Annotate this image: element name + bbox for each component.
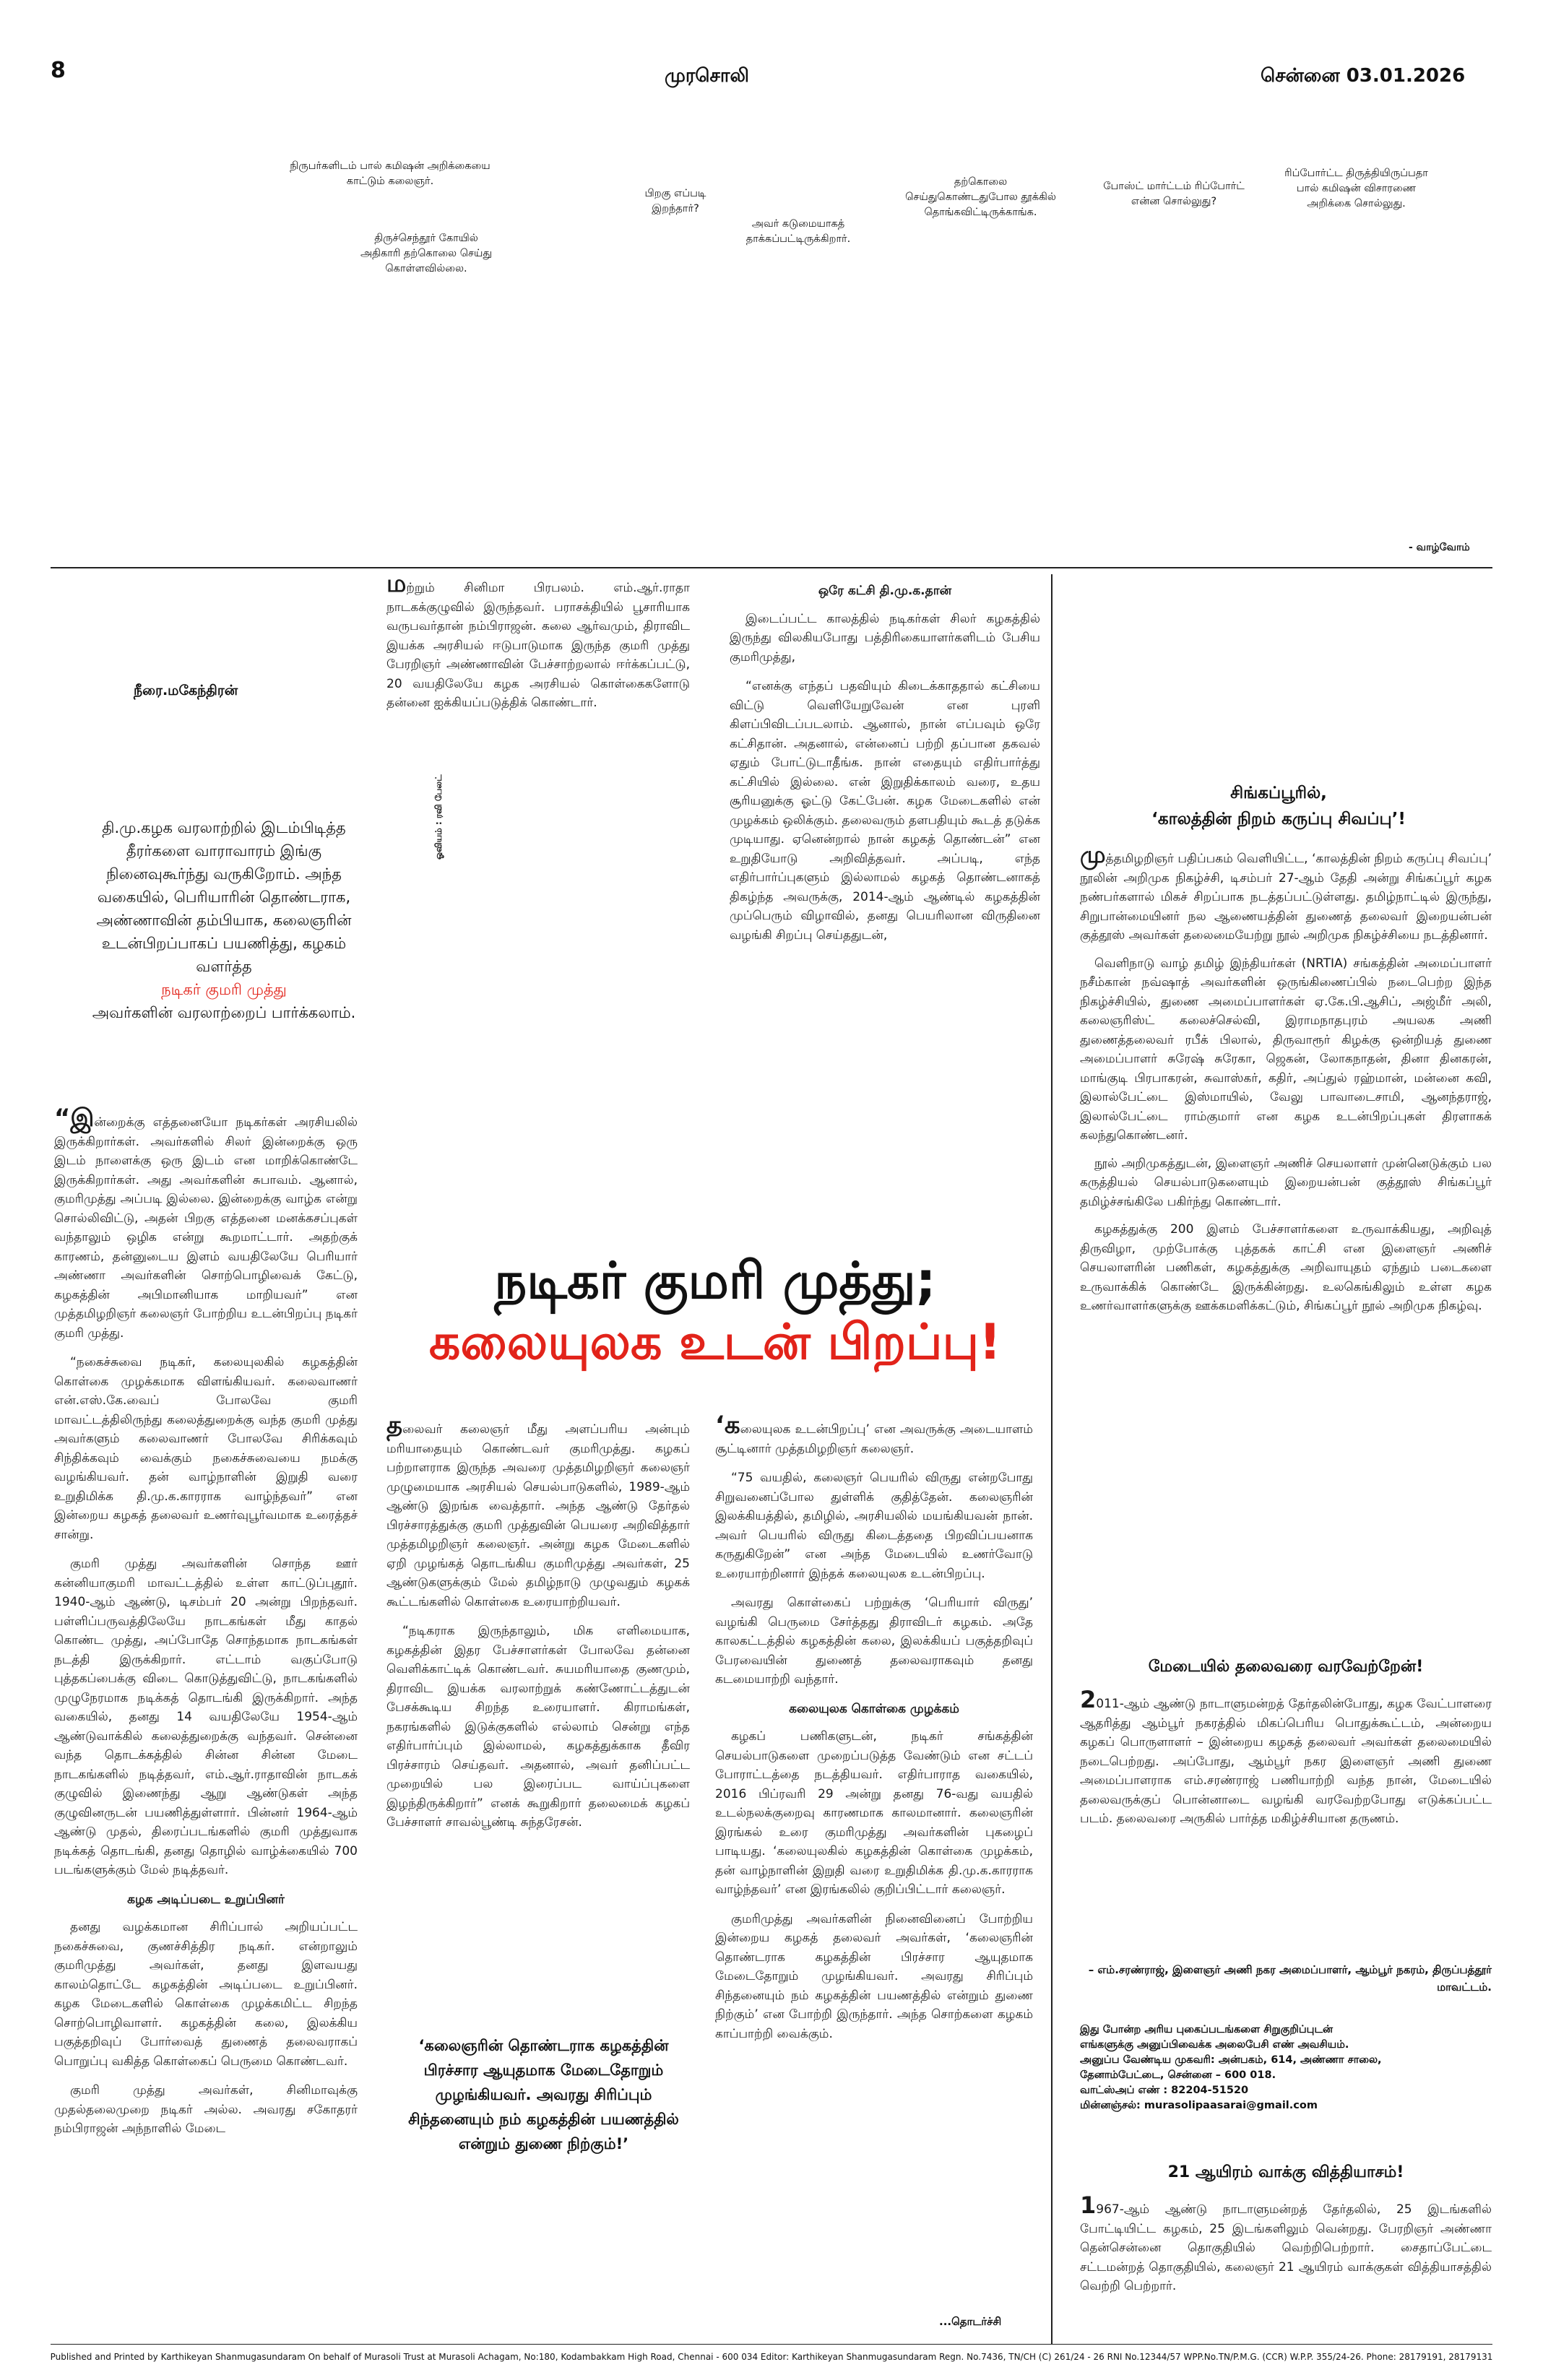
intro-text: தி.மு.கழக வரலாற்றில் இடம்பிடித்த தீரர்களை வாராவாரம் இங்கு நினைவுகூர்ந்து வருகிறோம். அந்த வகையில், பெரியாரின் தொண்டராக, அண்ணாவின் தம்பியாக, கலைஞரின் உடன்பிறப்பாகப் பயணித்து, கழகம் வளர்த்த: [96, 819, 352, 975]
right-column-divider: [1051, 574, 1053, 2344]
author-byline: நீரை.மகேந்திரன்: [134, 683, 238, 698]
paper-name: முரசொலி: [665, 65, 749, 87]
cartoon-bottom-rule: [51, 567, 1492, 568]
article-column-2-bottom: [386, 1411, 690, 1843]
dateline: சென்னை 03.01.2026: [1261, 65, 1466, 87]
page-number: 8: [51, 58, 66, 83]
cartoon-bubble-7: ரிப்போர்ட்ட திருத்தியிருப்பதா பால் கமிஷன் விசாரணை அறிக்கை சொல்லுது.: [1284, 168, 1428, 209]
welcome-signature: – எம்.சரண்ராஜ், இளைஞர் அணி நகர அமைப்பாளர், ஆம்பூர் நகரம், திருப்பத்தூர் மாவட்டம்.: [1088, 1963, 1492, 1994]
singapore-heading: [1069, 780, 1488, 832]
singapore-story: [1080, 841, 1492, 1325]
cartoon-bubble-6: போஸ்ட் மார்ட்டம் ரிப்போர்ட் என்ன சொல்லுது?: [1103, 181, 1245, 207]
photo-invite: [1080, 2022, 1383, 2113]
singapore-heading-line-2: ‘காலத்தின் நிறம் கருப்பு சிவப்பு’!: [1151, 810, 1406, 828]
paragraph: தலைவர் கலைஞர் மீது அளப்பரிய அன்பும் மரியாதையும் கொண்டவர் குமரிமுத்து. கழகப் பற்றாளராக இருந்த அவரை முத்தமிழறிஞர் கலைஞர் முழுமையாக அரசியல் செயல்பாடுகளில், 1989-ஆம் ஆண்டு இறங்க வைத்தார். அந்த ஆண்டு தேர்தல் பிரச்சாரத்துக்கு குமரி முத்துவின் பெயரை அறிவித்தார் முத்தமிழறிஞர் கலைஞர். அன்று கழக மேடைகளில் ஏறி முழங்கத் தொடங்கிய குமரிமுத்து அவர்கள், 25 ஆண்டுகளுக்கும் மேல் தமிழ்நாடு முழுவதும் கழகக் கூட்டங்களில் கொள்கை உரையாற்றியவர்.: [386, 1411, 690, 1609]
invite-line: இது போன்ற அரிய புகைப்படங்களை சிறுகுறிப்புடன் எங்களுக்கு அனுப்பிவைக்க அலைபேசி எண் அவசியம்.: [1080, 2024, 1349, 2051]
article-intro: [79, 816, 368, 1024]
pull-quote: ‘கலைஞரின் தொண்டராக கழகத்தின் பிரச்சார ஆயுதமாக மேடைதோறும் முழங்கியவர். அவரது சிரிப்பும் சிந்தனையும் நம் கழகத்தின் பயணத்தில் என்றும் துணை நிற்கும்!’: [408, 2037, 679, 2152]
welcome-story: [1080, 1686, 1492, 1838]
cartoon: [51, 101, 1492, 563]
cartoon-credit: - வாழ்வோம்: [1409, 542, 1470, 553]
invite-address: அனுப்ப வேண்டிய முகவரி: அன்பகம், 614, அண்ணா சாலை, தேனாம்பேட்டை, சென்னை – 600 018.: [1080, 2054, 1382, 2081]
paragraph: கழகத்துக்கு 200 இளம் பேச்சாளர்களை உருவாக்கியது, அறிவுத் திருவிழா, முற்போக்கு புத்தகக் காட்சி என இளைஞர் அணிச் செயலாளரின் பணிகள், கழகத்துக்கு அறிவாயுதம் ஏந்தும் படைகளை உருவாக்கிக் கொண்டே இருக்கின்றது. உலகெங்கிலும் உள்ள கழக உணர்வாளர்களுக்கு ஊக்கமளிக்கட்டும், சிங்கப்பூர் நூல் அறிமுக நிகழ்வு.: [1080, 1222, 1492, 1313]
paragraph: கழகப் பணிகளுடன், நடிகர் சங்கத்தின் செயல்பாடுகளை முறைப்படுத்த வேண்டும் என சட்டப் போராட்டத்தை நடத்தியவர். எதிர்பாராத வகையில், 2016 பிப்ரவரி 29 அன்று தனது 76-வது வயதில் உடல்நலக்குறைவு காரணமாக காலமானார். கலைஞரின் இரங்கல் உரை குமரிமுத்து அவர்களின் புகழைப் பாடியது. ‘கலையுலகில் கழகத்தின் கொள்கை முழக்கம், தன் வாழ்நாளின் இறுதி வரை உறுதிமிக்க தி.மு.க.காரராக வாழ்ந்தவர்’ என இரங்கலில் குறிப்பிட்டார் கலைஞர்.: [715, 1729, 1033, 1897]
invite-whatsapp: வாட்ஸ்அப் எண் : 82204-51520: [1080, 2085, 1249, 2096]
paragraph: வெளிநாடு வாழ் தமிழ் இந்தியர்கள் (NRTIA) சங்கத்தின் அமைப்பாளர் நசீம்கான் நவ்ஷாத் அவர்களின் ஒருங்கிணைப்பில் நடைபெற்ற இந்த நிகழ்ச்சியில், துணை அமைப்பாளர்கள் ஏ.கே.பி.ஆசிப், அஜ்மீர் அலி, கலைஞரிஸ்ட் கலைச்செல்வி, இராமநாதபுரம் அயலக அணி துணைத்தலைவர் ரபீக் பிலால், திருவாரூர் கிழக்கு ஒன்றியத் துணை அமைப்பாளர் சுரேஷ் சுரேகா, ஜெகன், லோகநாதன், தினா தினகரன், மாங்குடி பிரபாகரன், சுவாஸ்கர், கதிர், அப்துல் ரஹ்மான், மன்னை கவி, இலால்பேட்டை இஸ்மாயில், வேலு பாவாடைசாமி, ஆனந்தராஜ், இலால்பேட்டை ராம்குமார் என கழக உடன்பிறப்புகள் திரளாகக் கலந்துகொண்டனர்.: [1080, 956, 1492, 1143]
paragraph: ‘கலையுலக உடன்பிறப்பு’ என அவருக்கு அடையாளம் சூட்டினார் முத்தமிழறிஞர் கலைஞர்.: [715, 1411, 1033, 1456]
paragraph: அவரது கொள்கைப் பற்றுக்கு ‘பெரியார் விருது’ வழங்கி பெருமை சேர்த்தது திராவிடர் கழகம். அதே காலகட்டத்தில் கழகத்தின் கலை, இலக்கியப் பகுத்தறிவுப் பேரவையின் துணைத் தலைவராகவும் தனது கடமையாற்றி வந்தார்.: [715, 1596, 1033, 1687]
cartoon-bubble-5: தற்கொலை செய்துகொண்டதுபோல தூக்கில் தொங்கவிட்டிருக்காங்க.: [905, 176, 1056, 218]
article-column-2-top: [386, 569, 690, 723]
paragraph: 1967-ஆம் ஆண்டு நாடாளுமன்றத் தேர்தலில், 25 இடங்களில் போட்டியிட்ட கழகம், 25 இடங்களிலும் வென்றது. பேரறிஞர் அண்ணா தென்சென்னை தொகுதியில் வெற்றிபெற்றார். சைதாப்பேட்டை சட்டமன்றத் தொகுதியில், கலைஞர் 21 ஆயிரம் வாக்குகள் வித்தியாசத்தில் வெற்றி பெற்றார்.: [1080, 2191, 1492, 2293]
paragraph: நூல் அறிமுகத்துடன், இளைஞர் அணிச் செயலாளர் முன்னெடுக்கும் பல கருத்தியல் செயல்பாடுகளையும் இறையன்பன் குத்தூஸ் சிங்கப்பூர் தமிழ்ச்சங்கிலே பகிர்ந்து கொண்டார்.: [1080, 1156, 1492, 1209]
cartoon-bubble-4: அவர் கடுமையாகத் தாக்கப்பட்டிருக்கிறார்.: [745, 218, 851, 245]
column-subhead: கழக அடிப்படை உறுப்பினர்: [127, 1892, 285, 1907]
paragraph: குமரிமுத்து அவர்களின் நினைவினைப் போற்றிய இன்றைய கழகத் தலைவர் அவர்கள், ‘கலைஞரின் தொண்டராக கழகத்தின் பிரச்சார ஆயுதமாக மேடைதோறும் முழங்கியவர். அவரது சிரிப்பும் சிந்தனையும் நம் கழகத்தின் பயணத்தில் என்றும் துணை நிற்கும்’ என போற்றி இருந்தார். அந்த சொற்களை கழகம் காப்பாற்றி வைக்கும்.: [715, 1911, 1033, 2041]
intro-highlight: நடிகர் குமரி முத்து: [161, 981, 287, 998]
paragraph: “நகைச்சுவை நடிகர், கலையுலகில் கழகத்தின் கொள்கை முழக்கமாக விளங்கியவர். கலைவாணர் என்.எஸ்.கே.வைப் போலவே குமரி மாவட்டத்திலிருந்து கலைத்துறைக்கு வந்த குமரி முத்து அவர்களும் கலைவாணர் போலவே சிரிக்கவும் சிந்திக்கவும் வைக்கும் நகைச்சுவையை நமக்கு வழங்கியவர். தன் வாழ்நாளின் இறுதி வரை உறுதிமிக்க தி.மு.க.காரராக வாழ்ந்தவர்” என இன்றைய கழகத் தலைவர் உணர்வுபூர்வமாக உரைத்தச் சான்று.: [54, 1355, 358, 1542]
paragraph: “75 வயதில், கலைஞர் பெயரில் விருது என்றபோது சிறுவனைப்போல துள்ளிக் குதித்தேன். கலைஞரின் இலக்கியத்தில், தமிழில், அரசியலில் மயங்கியவன் நான். அவர் பெயரில் விருது கிடைத்ததை பிறவிப்பயனாக கருதுகிறேன்” என அந்த மேடையில் உணர்வோடு உரையாற்றினார் இந்தக் கலையுலக உடன்பிறப்பு.: [715, 1471, 1033, 1581]
paragraph: “நடிகராக இருந்தாலும், மிக எளிமையாக, கழகத்தின் இதர பேச்சாளர்கள் போலவே தன்னை வெளிக்காட்டிக் கொண்டவர். சுயமரியாதை குணமும், திராவிட இயக்க வரலாற்றுக் கண்ணோட்டத்துடன் பேசக்கூடிய சிறந்த உரையாளர். கிராமங்கள், நகரங்களில் இடுக்குகளில் எல்லாம் சென்று எந்த எதிர்பார்ப்பும் இல்லாமல், கழகத்துக்காக தீவிர பிரச்சாரம் செய்தவர். அதனால், அவர் தனிப்பட்ட முறையில் பல இரைப்பட வாய்ப்புகளை இழந்திருக்கிறார்” எனக் கூறுகிறார் தலைமைக் கழகப் பேச்சாளர் சாவல்பூண்டி சுந்தரேசன்.: [386, 1624, 690, 1830]
paragraph: “எனக்கு எந்தப் பதவியும் கிடைக்காததால் கட்சியை விட்டு வெளியேறுவேன் என புரளி கிளப்பிவிடப்படலாம். ஆனால், நான் எப்பவும் ஒரே கட்சிதான். அதனால், என்னைப் பற்றி தப்பான தகவல் ஏதும் போட்டுடாதீங்க. நான் எதையும் எதிர்பார்த்து கட்சியில் இல்லை. என் இறுதிக்காலம் வரை, உதய சூரியனுக்கு ஓட்டு கேட்பேன். கழக மேடைகளில் என் முழக்கம் ஒலிக்கும். தலைவரும் தளபதியும் கூடத் தடுக்க முடியாது. ஏனென்றால் நான் கழகத் தொண்டன்” என உறுதியோடு அறிவித்தவர். அப்படி, எந்த எதிர்பார்ப்புகளும் இல்லாமல் கழகத் தொண்டனாகத் திகழ்ந்த அவருக்கு, 2014-ஆம் ஆண்டில் கழகத்தின் முப்பெரும் விழாவில், தனது பெயரிலான விருதினை வழங்கி சிறப்பு செய்ததுடன்,: [730, 679, 1040, 943]
photo-credit: ஓவியம் : ரவி பேலட்: [433, 774, 444, 860]
singapore-heading-line-1: சிங்கப்பூரில்,: [1230, 784, 1327, 802]
article-column-1: [54, 1104, 358, 2149]
continued-label: ...தொடர்ச்சி: [939, 2315, 1002, 2328]
votes-heading: 21 ஆயிரம் வாக்கு வித்தியாசம்!: [1167, 2163, 1404, 2181]
article-column-3-bottom: [715, 1411, 1033, 2054]
headline-line-2: கலையுலக உடன் பிறப்பு!: [428, 1314, 1002, 1371]
imprint-rule: [51, 2344, 1492, 2345]
column-subhead: ஒரே கட்சி தி.மு.க.தான்: [818, 584, 952, 598]
article-column-3-top: [730, 581, 1040, 955]
paragraph: முத்தமிழறிஞர் பதிப்பகம் வெளியிட்ட, ‘காலத்தின் நிறம் கருப்பு சிவப்பு’ நூலின் அறிமுக நிகழ்ச்சி, டிசம்பர் 27-ஆம் தேதி அன்று சிங்கப்பூர் கழக நண்பர்களால் மிகச் சிறப்பாக நடத்தப்பட்டுள்ளது. தமிழ்நாட்டில் இருந்து, சிறுபான்மையினர் நல ஆணையத்தின் துணைத் தலைவர் இறையன்பன் குத்தூஸ் அவர்கள் தலைமையேற்று நூல் அறிமுக நிகழ்ச்சியை நடத்தினார்.: [1080, 841, 1492, 943]
votes-story: [1080, 2191, 1492, 2305]
paragraph: தனது வழக்கமான சிரிப்பால் அறியப்பட்ட நகைச்சுவை, குணச்சித்திர நடிகர். என்றாலும் குமரிமுத்து அவர்கள், தனது இளவயது காலம்தொட்டே கழகத்தின் அடிப்படை உறுப்பினர். கழக மேடைகளில் கொள்கை முழக்கமிட்ட சிறந்த சொற்பொழிவாளர். கழகத்தின் கலை, இலக்கிய பகுத்தறிவுப் போர்வைத் துணைத் தலைவராகப் பொறுப்பு வகித்த கொள்கைப் பெருமை கொண்டவர்.: [54, 1920, 358, 2069]
imprint-line: Published and Printed by Karthikeyan Shanmugasundaram On behalf of Murasoli Trust at Murasoli Achagam, No:180, Kodambakkam High Road, Chennai - 600 034 Editor: Karthikeyan Shanmugasundaram Regn. No.7436, TN/CH (C) 261/24 - 26 RNI No.12344/57 WPP.No.TN/P.M.G. (CCR) W.P.P. 355/24-26. Phone: 28179191, 28179131: [50, 2352, 1493, 2362]
welcome-heading: மேடையில் தலைவரை வரவேற்றேன்!: [1148, 1658, 1424, 1676]
column-subhead: கலையுலக கொள்கை முழக்கம்: [789, 1701, 959, 1716]
headline-line-1: நடிகர் குமரி முத்து;: [494, 1251, 936, 1310]
paragraph: “இன்றைக்கு எத்தனையோ நடிகர்கள் அரசியலில் இருக்கிறார்கள். அவர்களில் சிலர் இன்றைக்கு ஒரு இடம் நாளைக்கு ஒரு இடம் என மாறிக்கொண்டே இருக்கிறார்கள். அது அவர்களின் சுபாவம். ஆனால், குமரிமுத்து அப்படி இல்லை. இன்றைக்கு வாழ்க என்று சொல்லிவிட்டு, அதன் பிறகு எத்தனை மனக்கசப்புகள் வந்தாலும் ஒழிக என்று கூறமாட்டார். அதற்குக் காரணம், தன்னுடைய இளம் வயதிலேயே பெரியார் அண்ணா அவர்களின் சொற்பொழிவைக் கேட்டு, கழகத்தின் அபிமானியாக மாறியவர்” என முத்தமிழறிஞர் கலைஞர் போற்றிய உடன்பிறப்பு நடிகர் குமரி முத்து.: [54, 1104, 358, 1341]
paragraph: மற்றும் சினிமா பிரபலம். எம்.ஆர்.ராதா நாடகக்குழுவில் இருந்தவர். பராசக்தியில் பூசாரியாக வருபவர்தான் நம்பிராஜன். கலை ஆர்வமும், திராவிட இயக்க அரசியல் ஈடுபாடுமாக இருந்த குமரி முத்து பேரறிஞர் அண்ணாவின் பேச்சாற்றலால் ஈர்க்கப்பட்டு, 20 வயதிலேயே கழக அரசியல் கொள்கைகளோடு தன்னை ஐக்கியப்படுத்திக் கொண்டார்.: [386, 569, 690, 710]
cartoon-bubble-2: திருச்செந்தூர் கோயில் அதிகாரி தற்கொலை செய்து கொள்ளவில்லை.: [360, 233, 493, 274]
paragraph: குமரி முத்து அவர்களின் சொந்த ஊர் கன்னியாகுமரி மாவட்டத்தில் உள்ள காட்டுப்புதூர். 1940-ஆம் ஆண்டு, டிசம்பர் 20 அன்று பிறந்தவர். பள்ளிப்பருவத்திலேயே நாடகங்கள் மீது காதல் கொண்ட முத்து, அப்போதே சொந்தமாக நாடகங்கள் நடத்தி இருக்கிறார். எட்டாம் வகுப்போடு புத்தகப்பைக்கு விடை கொடுத்துவிட்டு, நாடகங்களில் முழுநேரமாக நடிக்கத் தொடங்கி இருக்கிறார். அந்த வகையில், தனது 14 வயதிலேயே 1954-ஆம் ஆண்டுவாக்கில் கலைத்துறைக்கு வந்தவர். சென்னை வந்த தொடக்கத்தில் சின்ன சின்ன மேடை நாடகங்களில் நடித்தவர், எம்.ஆர்.ராதாவின் நாடகக் குழுவில் இணைந்து ஆறு ஆண்டுகள் அந்த குழுவினருடன் பயணித்துள்ளார். பின்னர் 1964-ஆம் ஆண்டு முதல், திரைப்படங்களில் குமரி முத்துவாக நடிக்கத் தொடங்கி, தனது தொழில் வாழ்க்கையில் 700 படங்களுக்கும் மேல் நடித்தவர்.: [54, 1557, 358, 1877]
intro-tail: அவர்களின் வரலாற்றைப் பார்க்கலாம்.: [92, 1004, 356, 1021]
paragraph: 2011-ஆம் ஆண்டு நாடாளுமன்றத் தேர்தலின்போது, கழக வேட்பாளரை ஆதரித்து ஆம்பூர் நகரத்தில் மிகப்பெரிய பொதுக்கூட்டம், அன்றைய கழகப் பொருளாளர் – இன்றைய கழகத் தலைவர் அவர்கள் தலைமையில் நடைபெற்றது. அப்போது, ஆம்பூர் நகர இளைஞர் அணி துணை அமைப்பாளராக எம்.சரண்ராஜ் பணியாற்றி வந்த நான், மேடையில் தலைவருக்குப் பொன்னாடை வழங்கி வரவேற்றபோது எடுக்கப்பட்ட படம். தலைவரை அருகில் பார்த்த மகிழ்ச்சியான தருணம்.: [1080, 1686, 1492, 1826]
cartoon-bubble-1: நிருபர்களிடம் பால் கமிஷன் அறிக்கையை காட்டும் கலைஞர்.: [290, 160, 490, 187]
invite-email: மின்னஞ்சல்: murasolipaasarai@gmail.com: [1080, 2100, 1318, 2111]
cartoon-bubble-3: பிறகு எப்படி இறந்தார்?: [644, 188, 706, 215]
paragraph: இடைப்பட்ட காலத்தில் நடிகர்கள் சிலர் கழகத்தில் இருந்து விலகியபோது பத்திரிகையாளர்களிடம் பேசிய குமரிமுத்து,: [730, 611, 1040, 665]
paragraph: குமரி முத்து அவர்கள், சினிமாவுக்கு முதல்தலைமுறை நடிகர் அல்ல. அவரது சகோதரர் நம்பிராஜன் அந்நாளில் மேடை: [54, 2083, 358, 2136]
article-headline: [390, 1250, 1040, 1374]
